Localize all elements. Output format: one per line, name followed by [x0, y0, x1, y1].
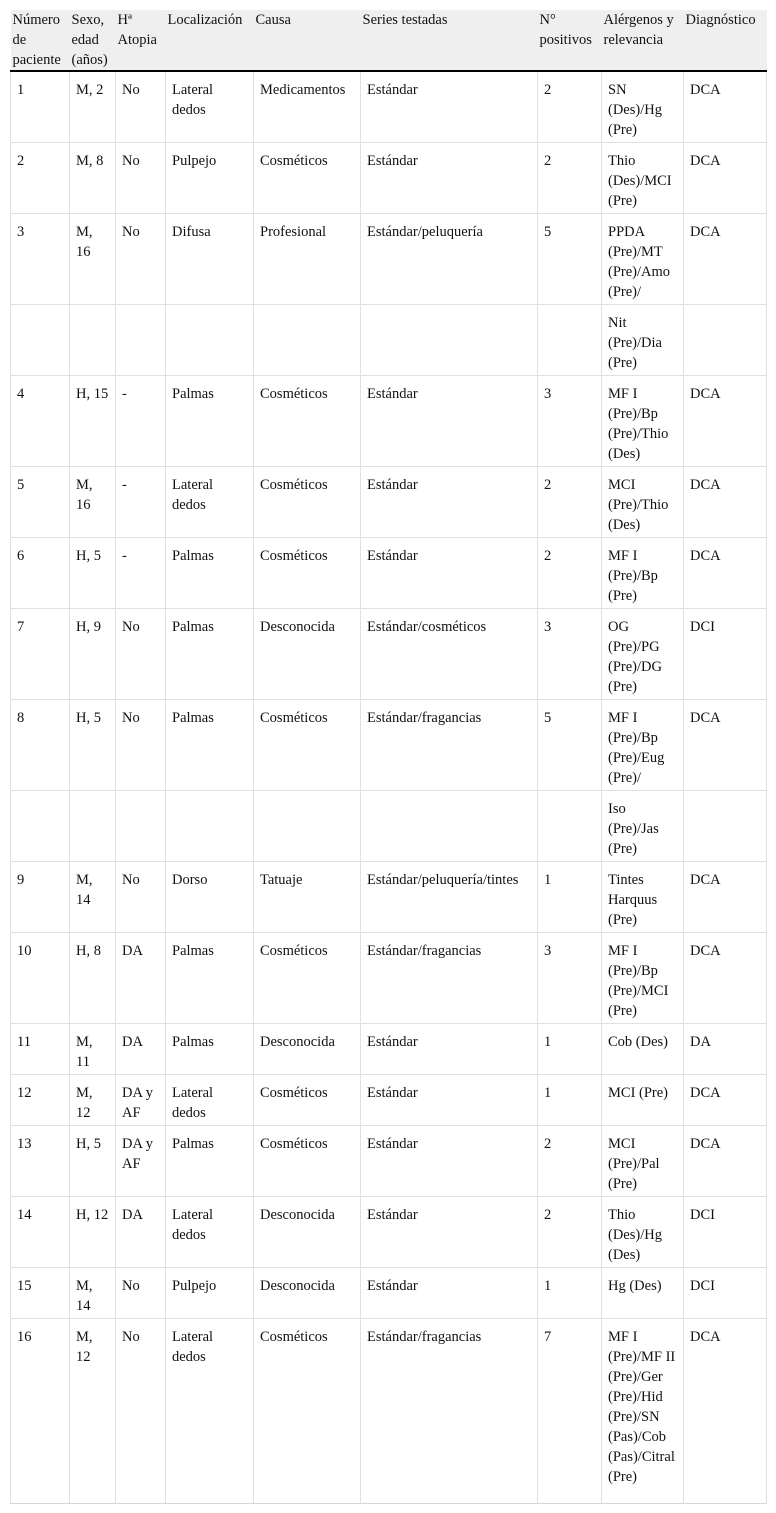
cell-location: Lateral dedos — [166, 1196, 254, 1267]
table-row — [11, 861, 767, 932]
table-row — [11, 466, 767, 537]
cell-allergens: MF I (Pre)/Bp (Pre)/Thio (Des) — [602, 375, 684, 466]
cell-allergens: MCI (Pre) — [602, 1074, 684, 1125]
cell-location: Palmas — [166, 1125, 254, 1196]
cell-allergens: Thio (Des)/MCI (Pre) — [602, 142, 684, 213]
cell-diagnosis: DCA — [684, 213, 767, 304]
cell-patient-number: 16 — [11, 1318, 70, 1503]
table-row — [11, 142, 767, 213]
cell-diagnosis: DCA — [684, 861, 767, 932]
cell-positives: 2 — [538, 466, 602, 537]
cell-sex-age: H, 9 — [70, 608, 116, 699]
cell-atopy: No — [116, 699, 166, 790]
cell-sex-age: M, 8 — [70, 142, 116, 213]
cell-location: Palmas — [166, 608, 254, 699]
cell-patient-number: 9 — [11, 861, 70, 932]
cell-series-tested: Estándar — [361, 142, 538, 213]
cell-location: Palmas — [166, 375, 254, 466]
cell-cause: Cosméticos — [254, 1318, 361, 1503]
cell-atopy: No — [116, 861, 166, 932]
cell-sex-age: M, 2 — [70, 71, 116, 142]
cell-allergens: MF I (Pre)/MF II (Pre)/Ger (Pre)/Hid (Pre)/SN (Pas)/Cob (Pas)/Citral (Pre) — [602, 1318, 684, 1503]
cell-positives: 1 — [538, 861, 602, 932]
cell-sex-age — [70, 304, 116, 375]
cell-series-tested: Estándar — [361, 466, 538, 537]
cell-allergens: Nit (Pre)/Dia (Pre) — [602, 304, 684, 375]
cell-atopy: No — [116, 1267, 166, 1318]
table-row — [11, 304, 767, 375]
cell-location: Lateral dedos — [166, 1318, 254, 1503]
cell-cause: Cosméticos — [254, 142, 361, 213]
cell-sex-age: H, 12 — [70, 1196, 116, 1267]
cell-diagnosis: DCI — [684, 1267, 767, 1318]
cell-atopy: DA y AF — [116, 1074, 166, 1125]
cell-location — [166, 304, 254, 375]
cell-cause: Cosméticos — [254, 466, 361, 537]
cell-location: Lateral dedos — [166, 71, 254, 142]
cell-allergens: MCI (Pre)/Pal (Pre) — [602, 1125, 684, 1196]
cell-location: Pulpejo — [166, 1267, 254, 1318]
cell-allergens: Tintes Harquus (Pre) — [602, 861, 684, 932]
cell-sex-age: M, 16 — [70, 466, 116, 537]
table-row — [11, 1074, 767, 1125]
cell-patient-number: 11 — [11, 1023, 70, 1074]
cell-atopy — [116, 790, 166, 861]
table-row — [11, 375, 767, 466]
table-row — [11, 1125, 767, 1196]
header-diagnosis: Diagnóstico — [684, 10, 767, 71]
cell-allergens: MF I (Pre)/Bp (Pre) — [602, 537, 684, 608]
cell-patient-number: 6 — [11, 537, 70, 608]
table-row — [11, 608, 767, 699]
cell-sex-age: H, 15 — [70, 375, 116, 466]
cell-positives: 3 — [538, 932, 602, 1023]
cell-positives: 2 — [538, 537, 602, 608]
cell-patient-number: 8 — [11, 699, 70, 790]
cell-diagnosis: DCA — [684, 699, 767, 790]
cell-patient-number: 15 — [11, 1267, 70, 1318]
cell-sex-age: M, 12 — [70, 1318, 116, 1503]
cell-atopy: - — [116, 466, 166, 537]
cell-series-tested: Estándar/cosméticos — [361, 608, 538, 699]
cell-sex-age: H, 5 — [70, 699, 116, 790]
cell-diagnosis: DA — [684, 1023, 767, 1074]
cell-positives: 3 — [538, 375, 602, 466]
cell-patient-number: 3 — [11, 213, 70, 304]
cell-positives: 1 — [538, 1267, 602, 1318]
cell-positives: 5 — [538, 213, 602, 304]
cell-diagnosis: DCA — [684, 375, 767, 466]
cell-atopy: No — [116, 71, 166, 142]
cell-allergens: MCI (Pre)/Thio (Des) — [602, 466, 684, 537]
cell-series-tested: Estándar — [361, 537, 538, 608]
cell-patient-number: 13 — [11, 1125, 70, 1196]
cell-positives — [538, 790, 602, 861]
cell-atopy: No — [116, 142, 166, 213]
cell-location: Palmas — [166, 699, 254, 790]
cell-diagnosis: DCA — [684, 932, 767, 1023]
cell-diagnosis: DCA — [684, 1074, 767, 1125]
cell-cause — [254, 304, 361, 375]
cell-atopy: - — [116, 375, 166, 466]
cell-cause: Cosméticos — [254, 699, 361, 790]
cell-patient-number: 12 — [11, 1074, 70, 1125]
table-row — [11, 790, 767, 861]
cell-series-tested: Estándar/fragancias — [361, 699, 538, 790]
cell-cause: Tatuaje — [254, 861, 361, 932]
cell-patient-number: 14 — [11, 1196, 70, 1267]
cell-cause: Cosméticos — [254, 1125, 361, 1196]
cell-sex-age: H, 8 — [70, 932, 116, 1023]
patient-table — [10, 10, 767, 1504]
cell-allergens: OG (Pre)/PG (Pre)/DG (Pre) — [602, 608, 684, 699]
cell-diagnosis: DCA — [684, 466, 767, 537]
cell-sex-age: M, 14 — [70, 1267, 116, 1318]
cell-location: Lateral dedos — [166, 466, 254, 537]
header-positives: N° positivos — [538, 10, 602, 71]
cell-cause: Desconocida — [254, 1196, 361, 1267]
cell-location: Palmas — [166, 932, 254, 1023]
cell-diagnosis: DCI — [684, 608, 767, 699]
cell-patient-number: 2 — [11, 142, 70, 213]
header-location: Localización — [166, 10, 254, 71]
cell-allergens: Iso (Pre)/Jas (Pre) — [602, 790, 684, 861]
cell-location: Palmas — [166, 537, 254, 608]
cell-sex-age: M, 12 — [70, 1074, 116, 1125]
cell-series-tested: Estándar — [361, 1196, 538, 1267]
cell-atopy: - — [116, 537, 166, 608]
table-row — [11, 1267, 767, 1318]
cell-atopy: DA y AF — [116, 1125, 166, 1196]
cell-positives: 7 — [538, 1318, 602, 1503]
table-header-row — [11, 10, 767, 71]
table-body — [11, 71, 767, 1503]
cell-allergens: Hg (Des) — [602, 1267, 684, 1318]
cell-positives: 2 — [538, 71, 602, 142]
cell-series-tested: Estándar/peluquería/tintes — [361, 861, 538, 932]
cell-sex-age: M, 16 — [70, 213, 116, 304]
cell-cause — [254, 790, 361, 861]
cell-positives: 1 — [538, 1023, 602, 1074]
cell-location — [166, 790, 254, 861]
cell-allergens: Thio (Des)/Hg (Des) — [602, 1196, 684, 1267]
cell-allergens: SN (Des)/Hg (Pre) — [602, 71, 684, 142]
cell-series-tested: Estándar/fragancias — [361, 932, 538, 1023]
cell-location: Palmas — [166, 1023, 254, 1074]
header-allergens: Alérgenos y relevancia — [602, 10, 684, 71]
header-atopy: Hª Atopia — [116, 10, 166, 71]
cell-sex-age: H, 5 — [70, 1125, 116, 1196]
cell-series-tested — [361, 790, 538, 861]
cell-allergens: PPDA (Pre)/MT (Pre)/Amo (Pre)/ — [602, 213, 684, 304]
cell-series-tested: Estándar/fragancias — [361, 1318, 538, 1503]
cell-location: Difusa — [166, 213, 254, 304]
cell-atopy: DA — [116, 1196, 166, 1267]
cell-cause: Medicamentos — [254, 71, 361, 142]
cell-series-tested: Estándar — [361, 1125, 538, 1196]
table-row — [11, 932, 767, 1023]
cell-allergens: Cob (Des) — [602, 1023, 684, 1074]
cell-series-tested: Estándar — [361, 375, 538, 466]
header-cause: Causa — [254, 10, 361, 71]
cell-diagnosis: DCA — [684, 1318, 767, 1503]
cell-cause: Desconocida — [254, 1267, 361, 1318]
cell-sex-age: M, 11 — [70, 1023, 116, 1074]
cell-diagnosis — [684, 790, 767, 861]
cell-cause: Desconocida — [254, 1023, 361, 1074]
cell-atopy: No — [116, 213, 166, 304]
cell-positives: 2 — [538, 1125, 602, 1196]
cell-series-tested: Estándar/peluquería — [361, 213, 538, 304]
cell-atopy: No — [116, 608, 166, 699]
cell-series-tested: Estándar — [361, 71, 538, 142]
cell-patient-number: 4 — [11, 375, 70, 466]
cell-series-tested: Estándar — [361, 1267, 538, 1318]
cell-atopy: DA — [116, 1023, 166, 1074]
cell-cause: Cosméticos — [254, 537, 361, 608]
cell-diagnosis: DCA — [684, 1125, 767, 1196]
header-series-tested: Series testadas — [361, 10, 538, 71]
cell-atopy: DA — [116, 932, 166, 1023]
table-row — [11, 1318, 767, 1503]
cell-cause: Desconocida — [254, 608, 361, 699]
cell-cause: Cosméticos — [254, 1074, 361, 1125]
cell-patient-number: 7 — [11, 608, 70, 699]
cell-diagnosis: DCI — [684, 1196, 767, 1267]
cell-diagnosis — [684, 304, 767, 375]
table-row — [11, 1023, 767, 1074]
cell-allergens: MF I (Pre)/Bp (Pre)/Eug (Pre)/ — [602, 699, 684, 790]
cell-diagnosis: DCA — [684, 71, 767, 142]
cell-series-tested: Estándar — [361, 1023, 538, 1074]
table-row — [11, 537, 767, 608]
table-row — [11, 699, 767, 790]
table-row — [11, 71, 767, 142]
cell-cause: Cosméticos — [254, 375, 361, 466]
cell-positives: 5 — [538, 699, 602, 790]
cell-positives: 2 — [538, 1196, 602, 1267]
cell-series-tested: Estándar — [361, 1074, 538, 1125]
cell-location: Pulpejo — [166, 142, 254, 213]
cell-patient-number — [11, 790, 70, 861]
cell-sex-age — [70, 790, 116, 861]
cell-cause: Profesional — [254, 213, 361, 304]
cell-positives: 2 — [538, 142, 602, 213]
cell-patient-number — [11, 304, 70, 375]
header-patient-number: Número de paciente — [11, 10, 70, 71]
cell-patient-number: 10 — [11, 932, 70, 1023]
cell-positives: 3 — [538, 608, 602, 699]
cell-atopy: No — [116, 1318, 166, 1503]
table-row — [11, 1196, 767, 1267]
cell-sex-age: H, 5 — [70, 537, 116, 608]
cell-sex-age: M, 14 — [70, 861, 116, 932]
cell-positives — [538, 304, 602, 375]
header-sex-age: Sexo, edad (años) — [70, 10, 116, 71]
cell-patient-number: 5 — [11, 466, 70, 537]
cell-series-tested — [361, 304, 538, 375]
cell-atopy — [116, 304, 166, 375]
cell-cause: Cosméticos — [254, 932, 361, 1023]
cell-diagnosis: DCA — [684, 537, 767, 608]
cell-allergens: MF I (Pre)/Bp (Pre)/MCI (Pre) — [602, 932, 684, 1023]
cell-location: Lateral dedos — [166, 1074, 254, 1125]
cell-location: Dorso — [166, 861, 254, 932]
cell-patient-number: 1 — [11, 71, 70, 142]
table-row — [11, 213, 767, 304]
cell-diagnosis: DCA — [684, 142, 767, 213]
cell-positives: 1 — [538, 1074, 602, 1125]
